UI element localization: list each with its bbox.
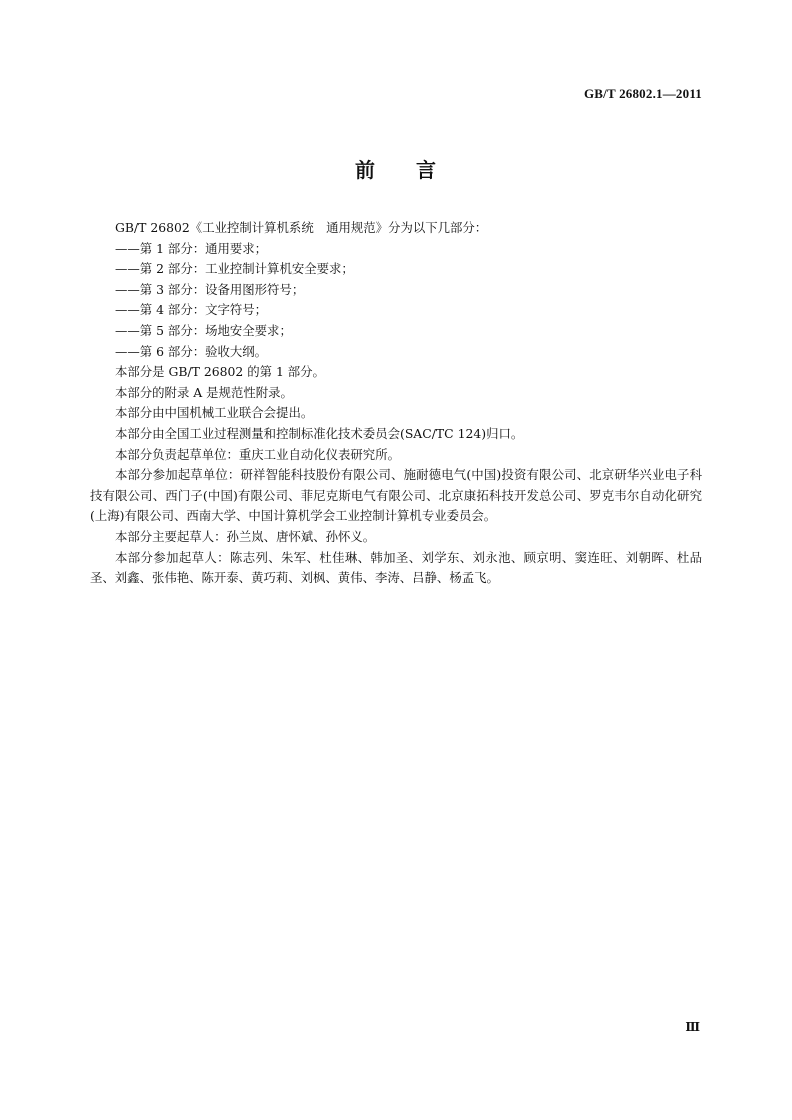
title-char-1: 前 xyxy=(355,158,376,182)
foreword-body xyxy=(90,218,702,589)
paragraph-participating-drafters: 本部分参加起草人：陈志列、朱军、杜佳琳、韩加圣、刘学东、刘永池、顾京明、窦连旺、刘朝晖、杜品圣、刘鑫、张伟艳、陈开泰、黄巧莉、刘枫、黄伟、李涛、吕静、杨孟飞。 xyxy=(90,549,702,586)
paragraph-participating-units: 本部分参加起草单位：研祥智能科技股份有限公司、施耐德电气(中国)投资有限公司、北京研华兴业电子科技有限公司、西门子(中国)有限公司、菲尼克斯电气有限公司、北京康拓科技开发总公司、罗克韦尔自动化研究(上海)有限公司、西南大学、中国计算机学会工业控制计算机专业委员会。 xyxy=(90,467,702,524)
list-item-part-2: ——第 2 部分：工业控制计算机安全要求； xyxy=(115,261,354,277)
page-number: Ⅲ xyxy=(685,1020,700,1034)
standard-code: GB/T 26802.1—2011 xyxy=(583,86,702,101)
paragraph-intro: GB/T 26802《工业控制计算机系统 通用规范》分为以下几部分： xyxy=(115,220,488,235)
list-item-part-1: ——第 1 部分：通用要求； xyxy=(115,240,268,256)
paragraph-centralized-by: 本部分由全国工业过程测量和控制标准化技术委员会(SAC/TC 124)归口。 xyxy=(115,425,524,441)
paragraph-part-statement: 本部分是 GB/T 26802 的第 1 部分。 xyxy=(115,364,325,380)
page-title xyxy=(0,154,792,183)
list-item-part-6: ——第 6 部分：验收大纲。 xyxy=(115,343,268,359)
list-item-part-5: ——第 5 部分：场地安全要求； xyxy=(115,322,292,338)
title-char-2: 言 xyxy=(416,158,437,182)
paragraph-proposed-by: 本部分由中国机械工业联合会提出。 xyxy=(115,405,314,421)
paragraph-appendix: 本部分的附录 A 是规范性附录。 xyxy=(115,384,293,400)
list-item-part-4: ——第 4 部分：文字符号； xyxy=(115,302,268,318)
paragraph-main-drafters: 本部分主要起草人：孙兰岚、唐怀斌、孙怀义。 xyxy=(115,528,376,544)
list-item-part-3: ——第 3 部分：设备用图形符号； xyxy=(115,281,305,297)
paragraph-lead-drafter: 本部分负责起草单位：重庆工业自动化仪表研究所。 xyxy=(115,446,400,462)
